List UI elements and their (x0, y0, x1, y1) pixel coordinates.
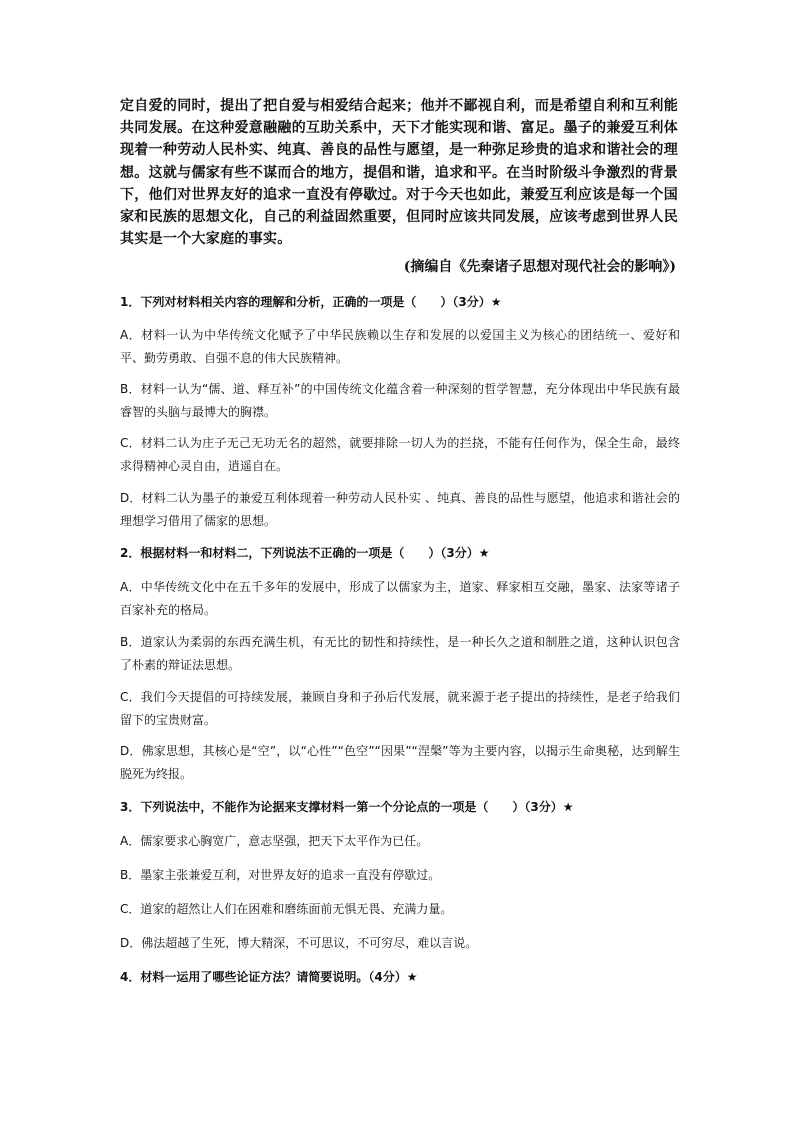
question-3-option-b: B．墨家主张兼爱互利，对世界友好的追求一直没有停歇过。 (120, 868, 441, 882)
question-2-option-c: C．我们今天提倡的可持续发展，兼顾自身和子孙后代发展，就来源于老子提出的持续性，是老子给我们留下的宝贵财富。 (120, 690, 680, 727)
question-4-stem: 4．材料一运用了哪些论证方法？请简要说明。（4分）★ (120, 970, 418, 984)
question-1-option-d: D．材料二认为墨子的兼爱互利体现着一种劳动人民朴实 、纯真、善良的品性与愿望，他追求和谐社会的理想学习借用了儒家的思想。 (120, 491, 680, 528)
question-1-option-c: C．材料二认为庄子无己无功无名的超然，就要排除一切人为的拦挠，不能有任何作为，保全生命，最终求得精神心灵自由，逍遥自在。 (120, 436, 680, 473)
question-3-option-a: A．儒家要求心胸宽广，意志坚强，把天下太平作为已任。 (120, 834, 429, 848)
passage-text: 定自爱的同时，提出了把自爱与相爱结合起来；他并不鄙视自利，而是希望自利和互利能共同发展。在这种爱意融融的互助关系中，天下才能实现和谐、富足。墨子的兼爱互利体现着一种劳动人民朴实、纯真、善良的品性与愿望，是一种弥足珍贵的追求和谐社会的理想。这就与儒家有些不谋而合的地方，提倡和谐，追求和平。在当时阶级斗争激烈的背景下，他们对世界友好的追求一直没有停歇过。对于今天也如此，兼爱互利应该是每一个国家和民族的思想文化，自己的利益固然重要，但同时应该共同发展，应该考虑到世界人民其实是一个大家庭的事实。 (120, 98, 678, 248)
question-2-option-d: D．佛家思想，其核心是“空”，以“心性”“色空”“因果”“涅槃”等为主要内容，以揭示生命奥秘，达到解生脱死为终报。 (120, 744, 680, 781)
question-1-option-b: B．材料一认为“儒、道、释互补”的中国传统文化蕴含着一种深刻的哲学智慧，充分体现出中华民族有最睿智的头脑与最博大的胸襟。 (120, 382, 680, 419)
question-3-option-d: D．佛法超越了生死，博大精深，不可思议，不可穷尽，难以言说。 (120, 936, 478, 950)
question-2-option-a: A．中华传统文化中在五千多年的发展中，形成了以儒家为主，道家、释家相互交融，墨家、法家等诸子百家补充的格局。 (120, 580, 680, 617)
question-2-stem: 2．根据材料一和材料二，下列说法不正确的一项是（ ）（3分）★ (120, 546, 490, 560)
question-2-option-b: B．道家认为柔弱的东西充满生机，有无比的韧性和持续性，是一种长久之道和制胜之道，这种认识包含了朴素的辩证法思想。 (120, 635, 680, 672)
question-3-stem: 3．下列说法中，不能作为论据来支撑材料一第一个分论点的一项是（ ）（3分）★ (120, 800, 574, 814)
question-1-option-a: A．材料一认为中华传统文化赋予了中华民族赖以生存和发展的以爱国主义为核心的团结统一、爱好和平、勤劳勇敢、自强不息的伟大民族精神。 (120, 328, 680, 365)
question-3-option-c: C．道家的超然让人们在困难和磨练面前无惧无畏、充满力量。 (120, 902, 453, 916)
question-1-stem: 1．下列对材料相关内容的理解和分析，正确的一项是（ ）（3分）★ (120, 295, 502, 309)
passage-source: (摘编自《先秦诸子思想对现代社会的影响》) (403, 259, 676, 275)
